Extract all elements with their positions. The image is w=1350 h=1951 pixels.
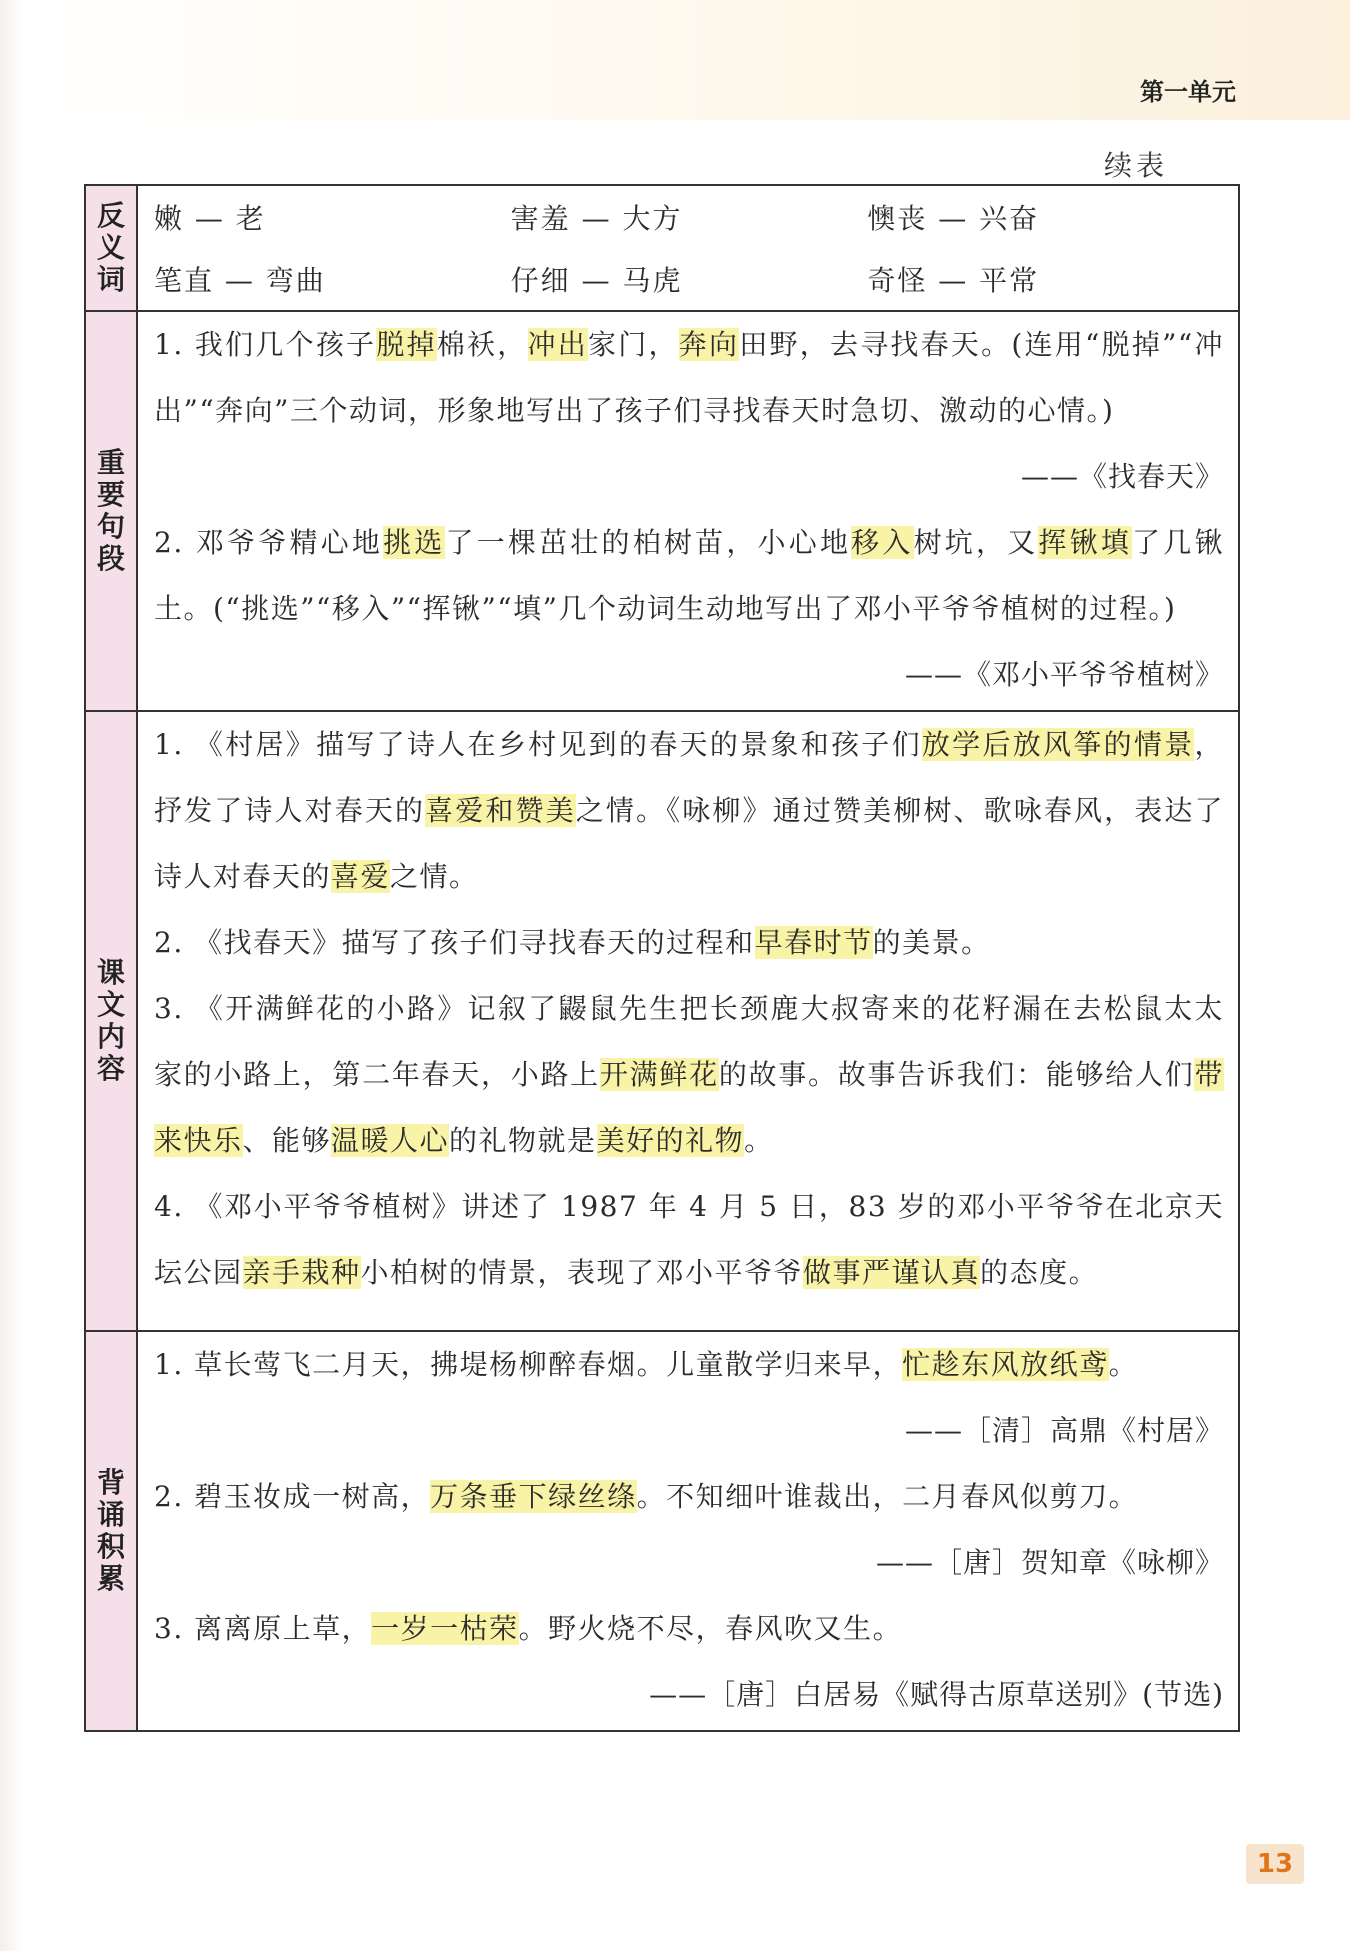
content-item-4: 4. 《邓小平爷爷植树》讲述了 1987 年 4 月 5 日，83 岁的邓小平爷爷在北京天坛公园亲手栽种小柏树的情景，表现了邓小平爷爷做事严谨认真的态度。 bbox=[154, 1190, 1225, 1289]
recitation-item-3: 3. 离离原上草，一岁一枯荣。野火烧不尽，春风吹又生。 bbox=[154, 1612, 903, 1645]
sentence-item-2: 2. 邓爷爷精心地挑选了一棵茁壮的柏树苗，小心地移入树坑，又挥锹填了几锹土。(“挑选”“移入”“挥锹”“填”几个动词生动地写出了邓小平爷爷植树的过程。) bbox=[154, 526, 1224, 625]
page-number: 13 bbox=[1246, 1844, 1304, 1884]
category-antonyms: 反 义 词 bbox=[85, 185, 137, 311]
highlight: 挑选 bbox=[383, 526, 446, 559]
source-citation: ——《邓小平爷爷植树》 bbox=[904, 658, 1224, 691]
highlight: 忙趁东风放纸鸢 bbox=[902, 1348, 1109, 1381]
content-content bbox=[137, 711, 1239, 1331]
highlight: 带来快乐 bbox=[154, 1058, 1224, 1157]
recitation-item-1: 1. 草长莺飞二月天，拂堤杨柳醉春烟。儿童散学归来早，忙趁东风放纸鸢。 bbox=[154, 1348, 1139, 1381]
highlight: 万条垂下绿丝绦 bbox=[430, 1480, 637, 1513]
unit-label: 第一单元 bbox=[1140, 78, 1236, 106]
highlight: 移入 bbox=[851, 526, 914, 559]
antonym-row bbox=[154, 186, 1224, 248]
highlight: 早春时节 bbox=[754, 926, 873, 959]
highlight: 温暖人心 bbox=[331, 1124, 450, 1157]
recitation-section bbox=[85, 1331, 1239, 1731]
antonyms-section bbox=[85, 185, 1239, 311]
page-binding-edge bbox=[0, 0, 22, 1951]
antonym-pair: 嫩 — 老 bbox=[154, 202, 266, 235]
category-sentences: 重 要 句 段 bbox=[85, 311, 137, 711]
highlight: 喜爱和赞美 bbox=[425, 794, 576, 827]
recitation-content bbox=[137, 1331, 1239, 1731]
continued-label: 续表 bbox=[1104, 149, 1169, 182]
sentences-content bbox=[137, 311, 1239, 711]
sentence-item-1: 1. 我们几个孩子脱掉棉袄，冲出家门，奔向田野，去寻找春天。(连用“脱掉”“冲出”“奔向”三个动词，形象地写出了孩子们寻找春天时急切、激动的心情。) bbox=[154, 328, 1224, 427]
highlight: 冲出 bbox=[527, 328, 589, 361]
highlight: 喜爱 bbox=[331, 860, 391, 893]
highlight: 亲手栽种 bbox=[242, 1256, 361, 1289]
antonym-pair: 笔直 — 弯曲 bbox=[154, 264, 326, 297]
content-section bbox=[85, 711, 1239, 1331]
highlight: 奔向 bbox=[678, 328, 740, 361]
content-item-1: 1. 《村居》描写了诗人在乡村见到的春天的景象和孩子们放学后放风筝的情景，抒发了诗人对春天的喜爱和赞美之情。《咏柳》通过赞美柳树、歌咏春风，表达了诗人对春天的喜爱之情。 bbox=[154, 728, 1224, 893]
source-citation: ——［清］高鼎《村居》 bbox=[904, 1414, 1224, 1447]
source-citation: ——［唐］白居易《赋得古原草送别》(节选) bbox=[649, 1678, 1224, 1711]
category-content: 课 文 内 容 bbox=[85, 711, 137, 1331]
antonyms-content bbox=[137, 185, 1239, 311]
highlight: 一岁一枯荣 bbox=[371, 1612, 519, 1645]
highlight: 做事严谨认真 bbox=[803, 1256, 981, 1289]
highlight: 放学后放风筝的情景 bbox=[921, 728, 1195, 761]
highlight: 脱掉 bbox=[376, 328, 437, 361]
summary-table bbox=[84, 184, 1240, 1732]
highlight: 挥锹填 bbox=[1038, 526, 1133, 559]
highlight: 美好的礼物 bbox=[596, 1124, 745, 1157]
sentences-section bbox=[85, 311, 1239, 711]
antonym-row bbox=[154, 248, 1224, 310]
content-item-3: 3. 《开满鲜花的小路》记叙了鼹鼠先生把长颈鹿大叔寄来的花籽漏在去松鼠太太家的小路上，第二年春天，小路上开满鲜花的故事。故事告诉我们：能够给人们带来快乐、能够温暖人心的礼物就是美好的礼物。 bbox=[154, 992, 1224, 1157]
content-item-2: 2. 《找春天》描写了孩子们寻找春天的过程和早春时节的美景。 bbox=[154, 926, 991, 959]
antonym-pair: 害羞 — 大方 bbox=[510, 202, 683, 235]
antonym-pair: 仔细 — 马虎 bbox=[510, 264, 683, 297]
source-citation: ——［唐］贺知章《咏柳》 bbox=[875, 1546, 1224, 1579]
antonym-pair: 奇怪 — 平常 bbox=[867, 264, 1040, 297]
antonym-pair: 懊丧 — 兴奋 bbox=[867, 202, 1040, 235]
recitation-item-2: 2. 碧玉妆成一树高，万条垂下绿丝绦。不知细叶谁裁出，二月春风似剪刀。 bbox=[154, 1480, 1139, 1513]
source-citation: ——《找春天》 bbox=[1020, 460, 1224, 493]
highlight: 开满鲜花 bbox=[599, 1058, 719, 1091]
category-recitation: 背 诵 积 累 bbox=[85, 1331, 137, 1731]
